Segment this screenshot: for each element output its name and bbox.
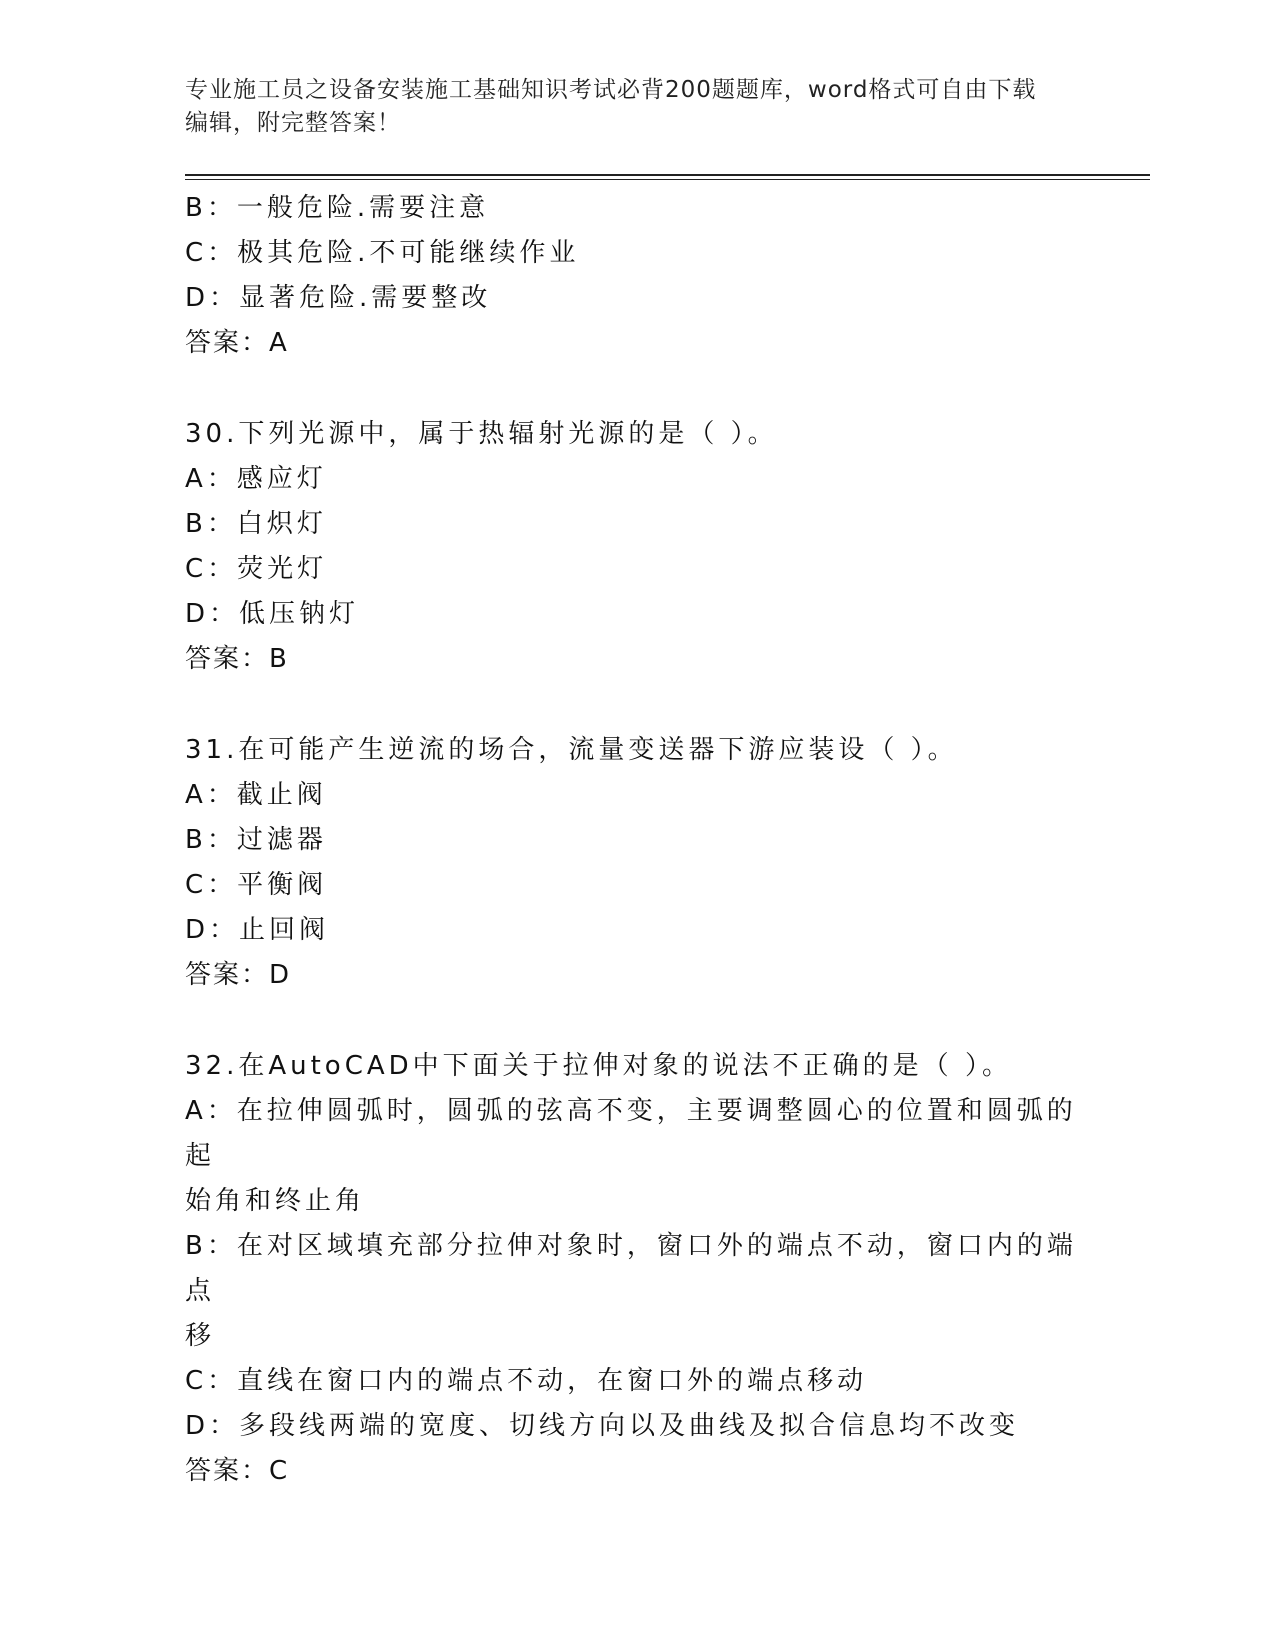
question-29-tail [185,186,1085,366]
header-title-line-1: 专业施工员之设备安装施工基础知识考试必背200题题库，word格式可自由下载 [185,77,1037,103]
option-a: A：感应灯 [185,464,327,494]
option-d: D：止回阀 [185,915,330,945]
question-spacer [185,366,1085,412]
option-b: B：一般危险.需要注意 [185,193,490,223]
question-spacer [185,682,1085,728]
option-c: C：极其危险.不可能继续作业 [185,238,580,268]
question-32 [185,1044,1085,1494]
option-c: C：直线在窗口内的端点不动，在窗口外的端点移动 [185,1366,868,1396]
option-b: B：白炽灯 [185,509,327,539]
question-text: 30.下列光源中，属于热辐射光源的是（ ）。 [185,419,778,449]
question-31 [185,728,1085,998]
option-c: C：平衡阀 [185,870,328,900]
header-divider-thick [185,174,1150,176]
answer-line: 答案：D [185,960,292,990]
answer-line: 答案：C [185,1456,290,1486]
option-a-line-2: 始角和终止角 [185,1186,366,1216]
answer-line: 答案：B [185,644,289,674]
question-text: 32.在AutoCAD中下面关于拉伸对象的说法不正确的是（ ）。 [185,1051,1012,1081]
answer-line: 答案：A [185,328,289,358]
document-header [185,74,1085,140]
option-b-line-1: B：在对区域填充部分拉伸对象时，窗口外的端点不动，窗口内的端点 [185,1231,1077,1306]
option-b-line-2: 移 [185,1321,216,1351]
option-d: D：显著危险.需要整改 [185,283,492,313]
question-30 [185,412,1085,682]
header-divider-thin [185,179,1150,180]
option-d: D：低压钠灯 [185,599,360,629]
option-d: D：多段线两端的宽度、切线方向以及曲线及拟合信息均不改变 [185,1411,1020,1441]
option-b: B：过滤器 [185,825,327,855]
question-text: 31.在可能产生逆流的场合，流量变送器下游应装设（ ）。 [185,735,958,765]
option-a: A：截止阀 [185,780,327,810]
option-c: C：荧光灯 [185,554,328,584]
question-spacer [185,998,1085,1044]
question-list [185,186,1085,1494]
option-a-line-1: A：在拉伸圆弧时，圆弧的弦高不变，主要调整圆心的位置和圆弧的起 [185,1096,1077,1171]
header-title-line-2: 编辑，附完整答案！ [185,110,401,136]
